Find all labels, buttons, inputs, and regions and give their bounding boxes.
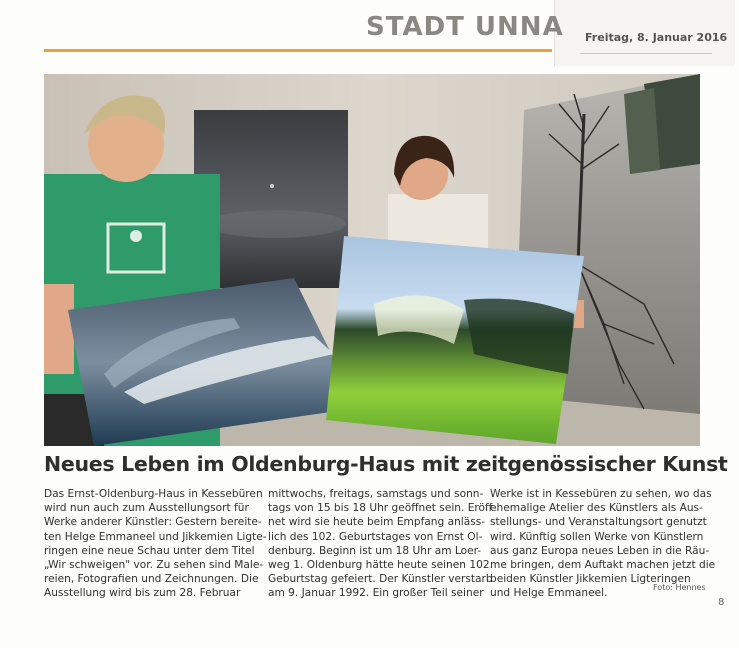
text-line: me bringen, dem Auftakt machen jetzt die	[490, 558, 716, 571]
section-rule	[44, 49, 552, 52]
text-line: Geburtstag gefeiert. Der Künstler verstarb	[268, 573, 493, 586]
article-photo	[44, 74, 700, 446]
issue-date: Freitag, 8. Januar 2016	[585, 31, 728, 44]
text-line: „Wir schweigen" vor. Zu sehen sind Male-	[44, 558, 264, 571]
text-line: ehemalige Atelier des Künstlers als Aus-	[490, 502, 703, 515]
text-line: mittwochs, freitags, samstags und sonn-	[268, 488, 484, 500]
article-column-1	[44, 487, 267, 601]
text-line: und Helge Emmaneel.	[490, 587, 608, 600]
text-line: am 9. Januar 1992. Ein großer Teil seiner	[268, 587, 484, 600]
text-line: lich des 102. Geburtstages von Ernst Ol-	[268, 530, 483, 543]
text-line: ringen eine neue Schau unter dem Titel	[44, 544, 255, 557]
text-line: net wird sie heute beim Empfang anläss-	[268, 516, 486, 529]
text-line: reien, Fotografien und Zeichnungen. Die	[44, 573, 259, 586]
photo-illustration	[44, 74, 700, 446]
photo-credit: Foto: Hennes	[653, 583, 706, 592]
text-line: wird nun auch zum Ausstellungsort für	[44, 502, 249, 515]
text-line: wird. Künftig sollen Werke von Künstlern	[490, 530, 704, 543]
text-line: tags von 15 bis 18 Uhr geöffnet sein. Eröff-	[268, 502, 497, 515]
article-headline: Neues Leben im Oldenburg-Haus mit zeitgenössischer Kunst	[44, 452, 728, 476]
text-line: Das Ernst-Oldenburg-Haus in Kessebüren	[44, 488, 263, 500]
section-title: STADT UNNA	[366, 12, 564, 42]
text-line: denburg. Beginn ist um 18 Uhr am Loer-	[268, 544, 482, 557]
text-line: weg 1. Oldenburg hätte heute seinen 102.	[268, 558, 493, 571]
text-line: beiden Künstler Jikkemien Ligteringen	[490, 573, 691, 586]
text-line: ten Helge Emmaneel und Jikkemien Ligte-	[44, 530, 267, 543]
article-column-2	[268, 487, 497, 601]
text-line: Werke ist in Kessebüren zu sehen, wo das	[490, 488, 712, 500]
text-line: stellungs- und Veranstaltungsort genutzt	[490, 516, 707, 529]
text-line: aus ganz Europa neues Leben in die Räu-	[490, 544, 710, 557]
text-line: Werke anderer Künstler: Gestern bereite-	[44, 516, 262, 529]
margin-mark: 8	[718, 597, 725, 608]
text-line: Ausstellung wird bis zum 28. Februar	[44, 587, 241, 600]
date-underline	[580, 53, 712, 54]
